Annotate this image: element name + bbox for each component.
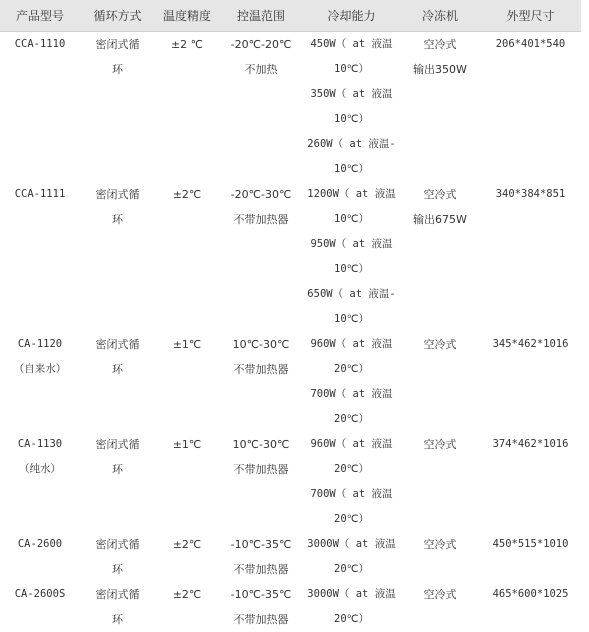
header-refrigerator: 冷冻机 bbox=[400, 0, 480, 32]
cell-cooling-line: 700W（ at 液温 bbox=[310, 488, 393, 500]
cell-refrigerator bbox=[400, 332, 480, 432]
cell-range bbox=[219, 432, 303, 532]
cell-size-line: 374*462*1016 bbox=[492, 438, 569, 450]
cell-precision-line: ±1℃ bbox=[172, 438, 202, 451]
cell-precision bbox=[155, 182, 219, 332]
table-row bbox=[0, 432, 581, 532]
cell-model bbox=[0, 182, 80, 332]
cell-size-line: 340*384*851 bbox=[495, 188, 566, 200]
cell-precision bbox=[155, 32, 219, 183]
cell-circulation-line: 密闭式循 bbox=[95, 538, 140, 551]
cell-refrigerator-line: 空冷式 bbox=[423, 38, 457, 51]
cell-cooling-line: 20℃） bbox=[334, 463, 369, 475]
cell-circulation bbox=[80, 432, 155, 532]
cell-circulation-line: 密闭式循 bbox=[95, 188, 140, 201]
table-row bbox=[0, 582, 581, 632]
cell-refrigerator-line: 输出675W bbox=[413, 213, 467, 226]
cell-precision bbox=[155, 582, 219, 632]
cell-range-line: -20℃-20℃ bbox=[230, 38, 292, 51]
cell-precision bbox=[155, 532, 219, 582]
header-model: 产品型号 bbox=[0, 0, 80, 32]
cell-model-line: CA-1130 bbox=[17, 438, 63, 450]
cell-range-line: 不带加热器 bbox=[233, 563, 289, 576]
cell-refrigerator-line: 输出350W bbox=[413, 63, 467, 76]
header-size: 外型尺寸 bbox=[480, 0, 581, 32]
cell-cooling-line: 1200W（ at 液温 bbox=[307, 188, 396, 200]
cell-circulation-line: 环 bbox=[112, 563, 123, 576]
cell-circulation-line: 密闭式循 bbox=[95, 338, 140, 351]
cell-range bbox=[219, 32, 303, 183]
cell-model bbox=[0, 582, 80, 632]
cell-cooling bbox=[303, 182, 400, 332]
cell-range-line: -10℃-35℃ bbox=[230, 538, 292, 551]
cell-range bbox=[219, 182, 303, 332]
cell-refrigerator-line: 空冷式 bbox=[423, 188, 457, 201]
cell-cooling-line: 20℃） bbox=[334, 613, 369, 625]
cell-precision-line: ±2℃ bbox=[172, 538, 202, 551]
header-precision: 温度精度 bbox=[155, 0, 219, 32]
cell-circulation-line: 环 bbox=[112, 613, 123, 626]
cell-range-line: -10℃-35℃ bbox=[230, 588, 292, 601]
cell-precision bbox=[155, 432, 219, 532]
cell-model bbox=[0, 332, 80, 432]
table-row bbox=[0, 332, 581, 432]
cell-size bbox=[480, 182, 581, 332]
cell-circulation-line: 环 bbox=[112, 213, 123, 226]
cell-model-line: CCA-1110 bbox=[14, 38, 66, 50]
cell-precision-line: ±2℃ bbox=[172, 588, 202, 601]
cell-size-line: 450*515*1010 bbox=[492, 538, 569, 550]
table-body bbox=[0, 32, 581, 632]
cell-circulation bbox=[80, 32, 155, 183]
cell-cooling-line: 20℃） bbox=[334, 513, 369, 525]
cell-refrigerator-line: 空冷式 bbox=[423, 538, 457, 551]
cell-model-line: CA-1120 bbox=[17, 338, 63, 350]
cell-cooling-line: 10℃） bbox=[334, 213, 369, 225]
cell-size-line: 465*600*1025 bbox=[492, 588, 569, 600]
cell-size bbox=[480, 532, 581, 582]
cell-range-line: 不带加热器 bbox=[233, 363, 289, 376]
cell-cooling-line: 450W（ at 液温 bbox=[310, 38, 393, 50]
cell-refrigerator bbox=[400, 32, 480, 183]
cell-cooling-line: 10℃） bbox=[334, 63, 369, 75]
cell-cooling-line: 10℃） bbox=[334, 263, 369, 275]
cell-circulation-line: 环 bbox=[112, 63, 123, 76]
cell-range-line: 不带加热器 bbox=[233, 213, 289, 226]
cell-cooling-line: 650W（ at 液温- bbox=[307, 288, 396, 300]
header-range: 控温范围 bbox=[219, 0, 303, 32]
cell-model bbox=[0, 432, 80, 532]
cell-cooling-line: 3000W（ at 液温 bbox=[307, 588, 396, 600]
cell-cooling bbox=[303, 582, 400, 632]
cell-cooling-line: 20℃） bbox=[334, 413, 369, 425]
cell-cooling-line: 10℃） bbox=[334, 113, 369, 125]
cell-size bbox=[480, 582, 581, 632]
cell-refrigerator-line: 空冷式 bbox=[423, 588, 457, 601]
cell-range-line: 不带加热器 bbox=[233, 613, 289, 626]
cell-refrigerator bbox=[400, 582, 480, 632]
table-row bbox=[0, 532, 581, 582]
header-cooling: 冷却能力 bbox=[303, 0, 400, 32]
cell-precision bbox=[155, 332, 219, 432]
cell-range-line: 10℃-30℃ bbox=[232, 438, 290, 451]
cell-size-line: 345*462*1016 bbox=[492, 338, 569, 350]
cell-refrigerator bbox=[400, 182, 480, 332]
cell-cooling-line: 960W（ at 液温 bbox=[310, 338, 393, 350]
cell-circulation-line: 密闭式循 bbox=[95, 438, 140, 451]
cell-model bbox=[0, 32, 80, 183]
cell-model-line: （纯水） bbox=[19, 463, 61, 475]
cell-cooling-line: 3000W（ at 液温 bbox=[307, 538, 396, 550]
cell-cooling-line: 350W（ at 液温 bbox=[310, 88, 393, 100]
table-row bbox=[0, 182, 581, 332]
cell-refrigerator bbox=[400, 532, 480, 582]
cell-cooling-line: 960W（ at 液温 bbox=[310, 438, 393, 450]
cell-cooling-line: 10℃） bbox=[334, 163, 369, 175]
cell-range-line: -20℃-30℃ bbox=[230, 188, 292, 201]
cell-cooling-line: 20℃） bbox=[334, 563, 369, 575]
cell-circulation bbox=[80, 532, 155, 582]
cell-cooling bbox=[303, 432, 400, 532]
cell-cooling-line: 20℃） bbox=[334, 363, 369, 375]
cell-precision-line: ±2℃ bbox=[172, 188, 202, 201]
cell-cooling bbox=[303, 332, 400, 432]
cell-range-line: 不带加热器 bbox=[233, 463, 289, 476]
cell-circulation bbox=[80, 332, 155, 432]
cell-range bbox=[219, 582, 303, 632]
cell-range bbox=[219, 532, 303, 582]
cell-circulation-line: 环 bbox=[112, 363, 123, 376]
cell-model-line: CA-2600S bbox=[14, 588, 66, 600]
cell-precision-line: ±2 ℃ bbox=[170, 38, 204, 51]
cell-refrigerator-line: 空冷式 bbox=[423, 338, 457, 351]
cell-model-line: CCA-1111 bbox=[14, 188, 66, 200]
cell-precision-line: ±1℃ bbox=[172, 338, 202, 351]
cell-range bbox=[219, 332, 303, 432]
table-row bbox=[0, 32, 581, 183]
cell-range-line: 10℃-30℃ bbox=[232, 338, 290, 351]
header-circulation: 循环方式 bbox=[80, 0, 155, 32]
cell-size bbox=[480, 32, 581, 183]
cell-range-line: 不加热 bbox=[244, 63, 278, 76]
cell-model-line: （自来水） bbox=[13, 363, 67, 375]
cell-cooling-line: 950W（ at 液温 bbox=[310, 238, 393, 250]
cell-refrigerator bbox=[400, 432, 480, 532]
table-header bbox=[0, 0, 581, 32]
cell-circulation bbox=[80, 182, 155, 332]
cell-model-line: CA-2600 bbox=[17, 538, 63, 550]
cell-circulation-line: 密闭式循 bbox=[95, 588, 140, 601]
cell-circulation-line: 密闭式循 bbox=[95, 38, 140, 51]
cell-size bbox=[480, 332, 581, 432]
cell-refrigerator-line: 空冷式 bbox=[423, 438, 457, 451]
cell-model bbox=[0, 532, 80, 582]
cell-size-line: 206*401*540 bbox=[495, 38, 566, 50]
cell-size bbox=[480, 432, 581, 532]
cell-cooling-line: 700W（ at 液温 bbox=[310, 388, 393, 400]
cell-circulation-line: 环 bbox=[112, 463, 123, 476]
cell-cooling bbox=[303, 532, 400, 582]
cell-cooling-line: 260W（ at 液温- bbox=[307, 138, 396, 150]
cell-circulation bbox=[80, 582, 155, 632]
cell-cooling-line: 10℃） bbox=[334, 313, 369, 325]
cell-cooling bbox=[303, 32, 400, 183]
